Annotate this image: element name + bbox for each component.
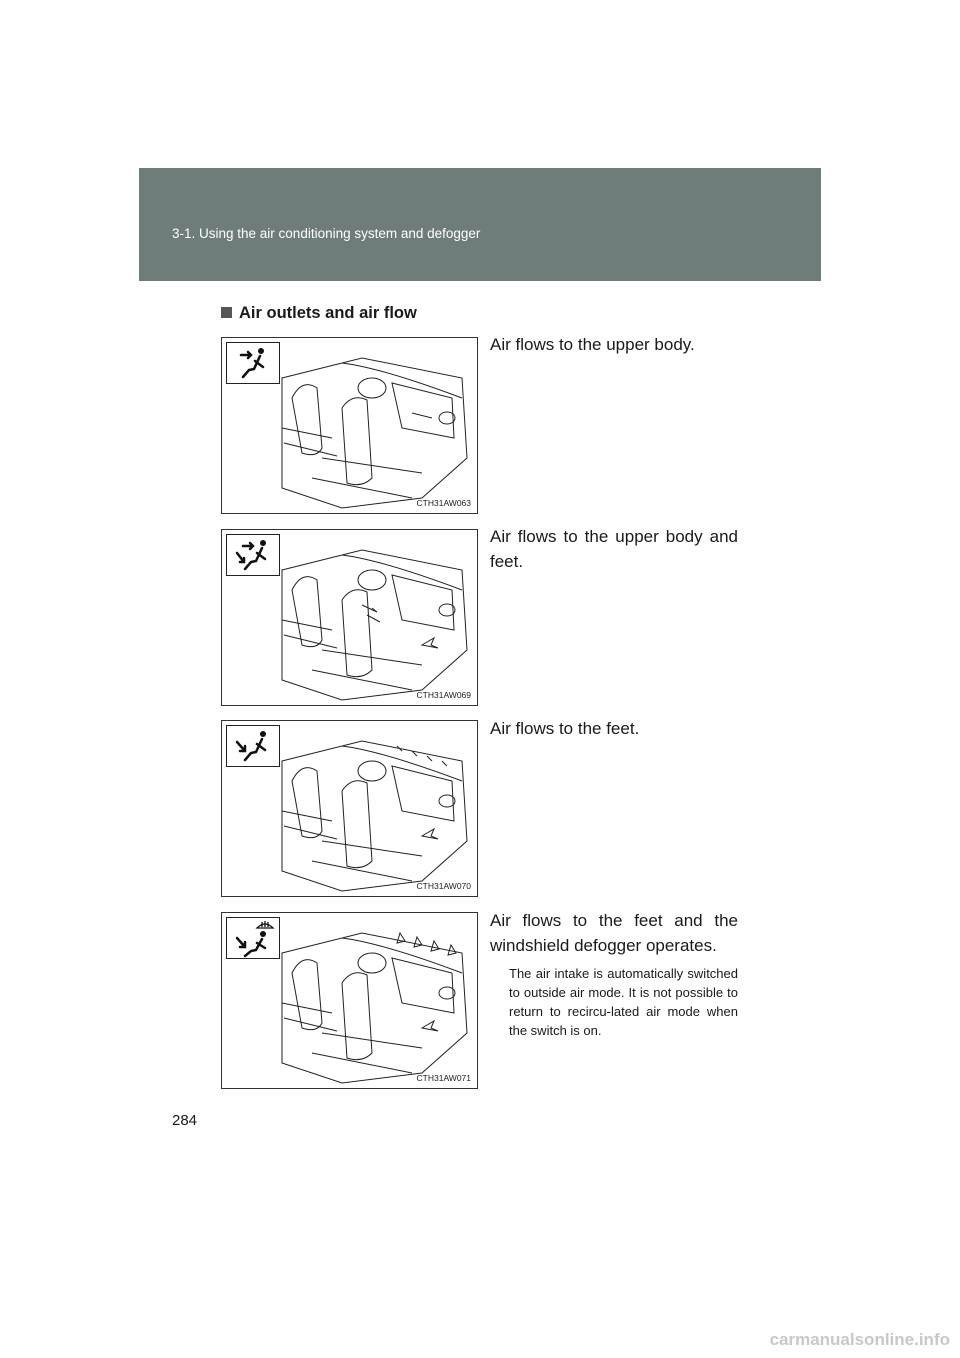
foot-defog-vent-icon: [226, 917, 280, 959]
section-heading: [221, 304, 417, 323]
figure-description: Air flows to the feet and the windshield defogger operates.: [490, 911, 738, 955]
face-vent-icon: [226, 342, 280, 384]
figure-description: Air flows to the upper body.: [490, 335, 695, 354]
breadcrumb: 3-1. Using the air conditioning system and defogger: [172, 226, 481, 241]
note-text: The air intake is automatically switched to outside air mode. It is not possible to return to recircu-lated air mode when the switch is on.: [509, 966, 738, 1038]
figure-face-mode: [221, 337, 478, 514]
header-band: [139, 168, 821, 281]
watermark: carmanualsonline.info: [769, 1330, 950, 1349]
figure-foot-mode: [221, 720, 478, 897]
figure-description: Air flows to the feet.: [490, 719, 640, 738]
bullet-square-icon: [221, 307, 232, 318]
section-title: Air outlets and air flow: [239, 304, 417, 322]
figure-bi-level-mode: [221, 529, 478, 706]
figure-code: CTH31AW063: [416, 498, 471, 508]
foot-vent-icon: [226, 725, 280, 767]
figure-foot-defog-mode: [221, 912, 478, 1089]
page-number: 284: [172, 1112, 198, 1129]
bi-level-vent-icon: [226, 534, 280, 576]
figure-code: CTH31AW070: [416, 881, 471, 891]
figure-description: Air flows to the upper body and feet.: [490, 527, 738, 571]
figure-code: CTH31AW069: [416, 690, 471, 700]
figure-code: CTH31AW071: [416, 1073, 471, 1083]
